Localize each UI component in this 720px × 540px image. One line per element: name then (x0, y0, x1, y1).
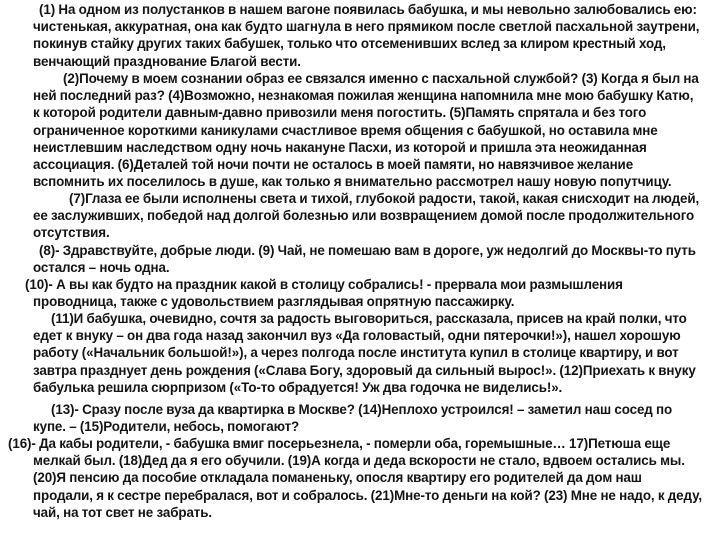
paragraph-1: (1) На одном из полустанков в нашем вагоне появилась бабушка, и мы невольно залюбовались ею: чистенькая, аккуратная, она как будто шагнула в него прямиком после светлой пасхальной заутрени, покинув стайку других таких бабушек, только что отсеменивших вслед за клиром крестный ход, венчающий празднование Благой вести. (33, 2, 700, 69)
paragraph-3: (7)Глаза ее были исполнены света и тихой, глубокой радости, такой, какая снисходит на людей, ее заслуживших, победой над долгой болезнью или возвращением домой после продолжительного отсутствия. (33, 191, 700, 241)
paragraph-7: (13)- Сразу после вуза да квартирка в Москве? (14)Неплохо устроился! – заметил наш сосед по купе. – (15)Родители, небось, помогают? (33, 402, 673, 435)
paragraph-4: (8)- Здравствуйте, добрые люди. (9) Чай, не помешаю вам в дороге, уж недолгий до Москвы-то путь остался – ночь одна. (33, 243, 696, 276)
paragraph-5: (10)- А вы как будто на праздник какой в столицу собрались! - прервала мои размышления проводница, также с удовольствием разглядывая опрятную пассажирку. (25, 277, 623, 310)
paragraph-8: (16)- Да кабы родители, - бабушка вмиг посерьезнела, - померли оба, горемышные… 17)Петюша еще мелкай был. (18)Дед да я его обучили. (19)А когда и деда вскорости не стало, вдвоем остались мы. (20)Я пенсию да пособие откладала поманеньку, опосля квартиру его родителей да дом наш продали, я к сестре перебралася, вот и собралось. (21)Мне-то деньги на кой? (23) Мне не надо, к деду, чай, на тот свет не забрать. (8, 436, 703, 520)
paragraph-6: (11)И бабушка, очевидно, сочтя за радость выговориться, рассказала, присев на край полки, что едет к внуку – он два года назад закончил вуз «Да головастый, одни пятерочки!»), нашел хорошую работу («Начальник большой!»), а через полгода после института купил в столице квартиру, и вот завтра празднует день рождения («Слава Богу, здоровый да сильный вырос!». (12)Приехать к внуку бабулька решила сюрпризом («То-то обрадуется! Уж два годочка не виделись!». (33, 311, 696, 395)
paragraph-2: (2)Почему в моем сознании образ ее связался именно с пасхальной службой? (3) Когда я был на ней последний раз? (4)Возможно, незнакомая пожилая женщина напомнила мне мою бабушку Катю, к которой родители давным-давно привозили меня погостить. (5)Память спрятала и без того ограниченное короткими каникулами счастливое время общения с бабушкой, но оставила мне неистлевшим наследством одну ночь накануне Пасхи, из которой и пришла эта неожиданная ассоциация. (6)Деталей той ночи почти не осталось в моей памяти, но навязчивое желание вспомнить их поселилось в душе, как только я внимательно рассмотрел нашу новую попутчицу. (33, 71, 699, 190)
